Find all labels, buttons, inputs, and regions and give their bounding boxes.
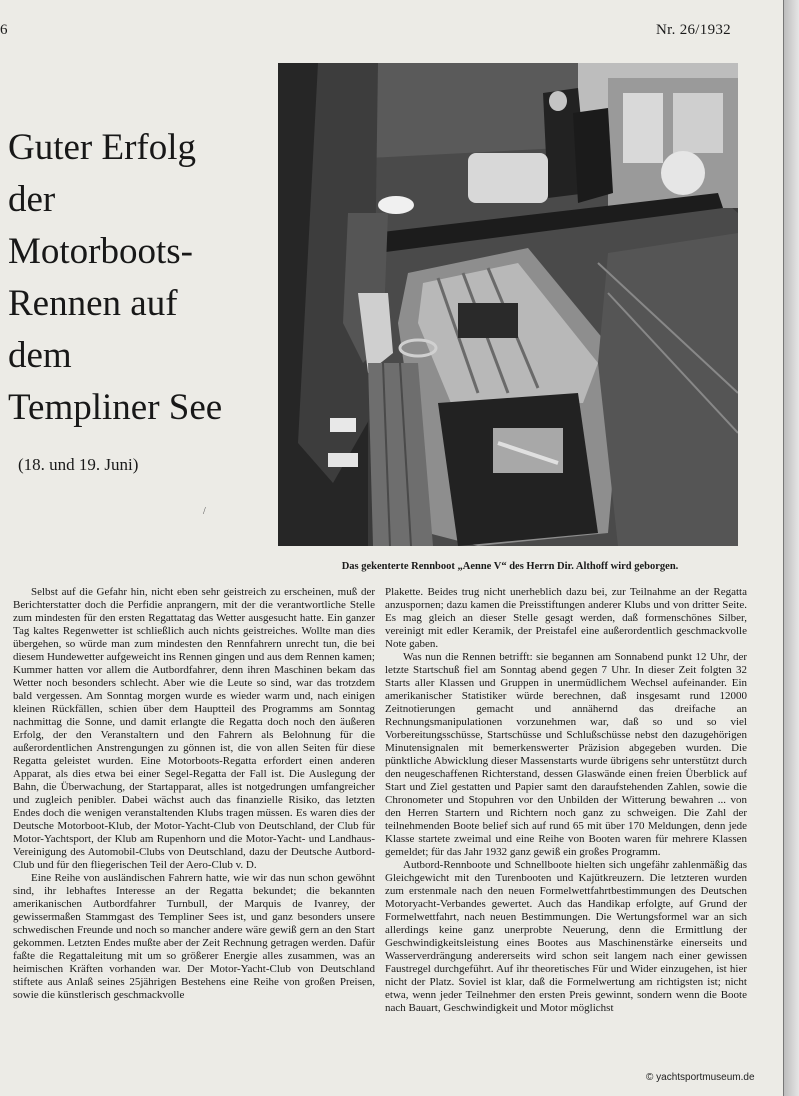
- stray-mark: /: [203, 506, 206, 517]
- paragraph: Autbord-Rennboote und Schnellboote hielten sich ungefähr zahlenmäßig das Gleichgewicht mit den Turenbooten und Kajütkreuzern. Die letzteren wurden zum erstenmale nach den neuen Formelwettfahrtbestimmungen des Deutschen Motoryacht-Verbandes gewertet. Auch das Handikap erfolgte, auf Grund der Formelwettfahrt, nach neuen Bestimmungen. Die Wertungsformel war an sich allerdings keine ganz unerprobte Neuerung, denn die Ermittlung der Geschwindigkeitsleistung eines Bootes aus Maschinenstärke einerseits und Wasserverdrängung andererseits wird schon seit langem nach einer gewissen Faustregel durchgeführt. Auf ihr theoretisches Für und Wider einzugehen, ist hier nicht der Platz. Soviel ist klar, daß die Formelwertung am richtigsten ist; nicht etwa, wenn jeder Teilnehmer den ersten Preis gewinnt, sondern wenn die Boote nach Bauart, Geschwindigkeit und Motor möglichst: [385, 859, 747, 1014]
- headline-line: Guter Erfolg: [8, 127, 197, 168]
- capsized-boat-photo: [278, 63, 738, 546]
- page-binding-edge: [783, 0, 799, 1096]
- headline-line: dem: [8, 335, 72, 376]
- article-column-right: [385, 586, 747, 1015]
- article-subtitle: (18. und 19. Juni): [18, 455, 139, 474]
- headline-line: Rennen auf: [8, 283, 178, 324]
- headline-line: Templiner See: [8, 387, 223, 428]
- headline-line: der: [8, 179, 56, 220]
- article-column-left: [13, 586, 375, 1002]
- photo-caption: Das gekenterte Rennboot „Aenne V“ des Herrn Dir. Althoff wird geborgen.: [341, 561, 679, 572]
- article-photo: [278, 63, 738, 546]
- paragraph: Plakette. Beides trug nicht unerheblich dazu bei, zur Teilnahme an der Regatta anzuspornen; dazu kamen die Preisstiftungen anderer Klubs und von dritter Seite. Es mag gleich an dieser Stelle gesagt werden, daß formenschönes Silber, vereinigt mit edler Keramik, der Preistafel eine außerordentlich geschmackvolle Note gaben.: [385, 586, 747, 650]
- page-number: 6: [0, 22, 8, 38]
- paragraph: Selbst auf die Gefahr hin, nicht eben sehr geistreich zu erscheinen, muß der Berichterstatter doch die Perfidie anprangern, mit der die verantwortliche Stelle zum mindesten für den ersten Regattatag das Wetter ausgesucht hatte. Ein ganzer Tag kaltes Regenwetter ist schließlich auch nichts geistreiches. Wollte man dies übergehen, so würde man zum mindesten den Rennfahrern unrecht tun, die bei diesem Hundewetter aufgeweicht ins Rennen gingen und aus dem Rennen kamen; Kummer hatten vor allem die Autbordfahrer, denn ihren Maschinen bekam das Wetter noch besonders schlecht. Aber wie die Leute so sind, war das trotzdem bald vergessen. Am Sonntag morgen wurde es wieder warm und, nach einigen kleinen Rückfällen, schien über dem Hauptteil des Programms am Sonntag nachmittag die Sonne, und damit erlangte die Regatta doch noch den äußeren Erfolg, der den Veranstaltern und den Fahrern als Belohnung für die außerordentlichen Anstrengungen zu gönnen ist, die von allen Seiten für diese Regatta geleistet wurden. Eine Motorboots-Regatta erfordert einen anderen Apparat, als dies etwa bei einer Segel-Regatta der Fall ist. Die Auslegung der Bahn, die Überwachung, der Startapparat, alles ist notgedrungen umfangreicher und zugleich penibler. Dabei wächst auch das finanzielle Risiko, das letzten Endes doch die wenigen veranstaltenden Klubs tragen müssen. Es waren dies der Deutsche Motorboot-Klub, der Motor-Yacht-Club von Deutschland, der Club für Motor-Yachtsport, der Klub am Rupenhorn und die Motor-Yacht- und Landhaus-Vereinigung des Automobil-Clubs von Deutschland, dazu der Deutsche Autbord-Club und für den fliegerischen Teil der Aero-Club v. D.: [13, 586, 375, 871]
- issue-number: Nr. 26/1932: [656, 22, 731, 38]
- paragraph: Eine Reihe von ausländischen Fahrern hatte, wie wir das nun schon gewöhnt sind, ihr lebhaftes Interesse an der Regatta bekundet; die bekannten amerikanischen Autbordfahrer Turnbull, der Marquis de Ivanrey, der gewissermaßen Stammgast des Templiner Sees ist, und ganz besonders unsere schwedischen Freunde und noch so mancher andere wäre gewiß gern an den Start gekommen. Letzten Endes mußte aber der Zeit Rechnung getragen werden. Dafür faßte die Regattaleitung mit um so größerer Energie alles zusammen, was an heimischen Kräften vorhanden war. Der Motor-Yacht-Club von Deutschland stiftete aus Anlaß seines 25jährigen Bestehens eine Reihe von großen Preisen, sowie die künstlerisch geschmackvolle: [13, 872, 375, 1001]
- paragraph: Was nun die Rennen betrifft: sie begannen am Sonnabend punkt 12 Uhr, der letzte Startschuß fiel am Sonntag abend gegen 7 Uhr. In dieser Zeit folgten 32 Starts aller Klassen und Gruppen in unermüdlichem Wechsel aufeinander. Ein amerikanischer Statistiker würde berechnen, daß insgesamt rund 12000 Zeitnotierungen gemacht und annähernd das dreifache an Rechnungsmanipulationen vorzunehmen war, daß so und so viel Vorbereitungsschüsse, Startschüsse und Schlußschüsse nebst den dazugehörigen Minutensignalen mit bemerkenswerter Präzision abgegeben wurden. Die pünktliche Abwicklung dieser Massenstarts wurde übrigens sehr unterstützt durch den neugeschaffenen Richterstand, dessen Glaswände einen freien Überblick auf Start und Ziel gestatten und Papier samt den daraufstehenden Zahlen, sowie die Chronometer und Stopuhren vor den Unbilden der Witterung bewahren ... von den Herren Startern und Richtern noch ganz zu schweigen. Die Zahl der teilnehmenden Boote belief sich auf rund 65 mit über 170 Meldungen, denn jede Klasse startete zweimal und eine Reihe von Booten waren für mehrere Klassen gemeldet; für das Jahr 1932 ganz gewiß ein großes Programm.: [385, 651, 747, 858]
- article-headline: [8, 122, 270, 434]
- headline-line: Motorboots-: [8, 231, 193, 272]
- copyright-watermark: © yachtsportmuseum.de: [646, 1072, 755, 1083]
